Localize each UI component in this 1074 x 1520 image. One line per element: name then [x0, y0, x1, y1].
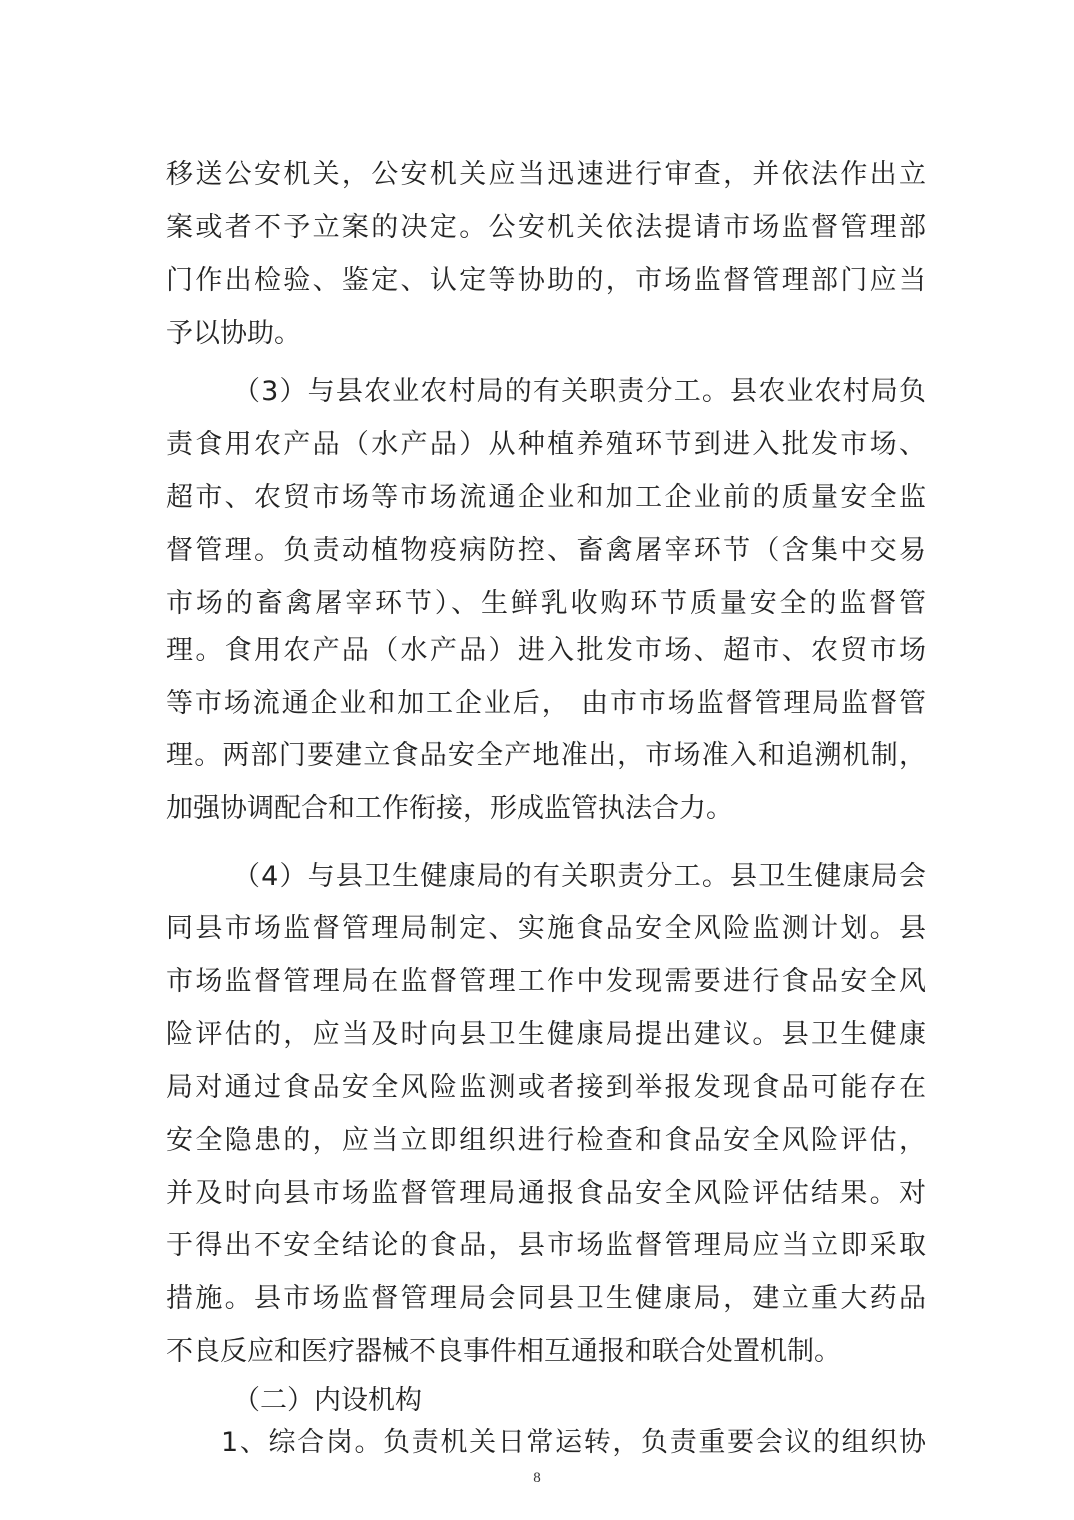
paragraph-2-line-4: 督管理。负责动植物疫病防控、畜禽屠宰环节（含集中交易 — [166, 535, 926, 566]
paragraph-2-line-1: （3）与县农业农村局的有关职责分工。县农业农村局负 — [233, 376, 926, 407]
paragraph-1-line-2: 案或者不予立案的决定。公安机关依法提请市场监督管理部 — [166, 212, 926, 243]
paragraph-3-line-4: 险评估的，应当及时向县卫生健康局提出建议。县卫生健康 — [166, 1019, 926, 1050]
paragraph-1-line-3: 门作出检验、鉴定、认定等协助的，市场监督管理部门应当 — [166, 265, 926, 296]
paragraph-3-line-9: 措施。县市场监督管理局会同县卫生健康局，建立重大药品 — [166, 1283, 926, 1314]
paragraph-2-line-9: 加强协调配合和工作衔接，形成监管执法合力。 — [166, 793, 733, 824]
paragraph-2-line-3: 超市、农贸市场等市场流通企业和加工企业前的质量安全监 — [166, 482, 926, 513]
paragraph-1-line-4: 予以协助。 — [166, 318, 301, 349]
item-1-line: 1、综合岗。负责机关日常运转，负责重要会议的组织协 — [221, 1427, 926, 1458]
paragraph-2-line-7: 等市场流通企业和加工企业后， 由市市场监督管理局监督管 — [166, 688, 926, 719]
paragraph-2-line-8: 理。两部门要建立食品安全产地准出，市场准入和追溯机制， — [166, 740, 926, 771]
section-heading: （二）内设机构 — [233, 1385, 422, 1416]
paragraph-3-line-6: 安全隐患的，应当立即组织进行检查和食品安全风险评估， — [166, 1125, 926, 1156]
paragraph-3-line-5: 局对通过食品安全风险监测或者接到举报发现食品可能存在 — [166, 1072, 926, 1103]
page-number: 8 — [533, 1470, 541, 1486]
paragraph-3-line-3: 市场监督管理局在监督管理工作中发现需要进行食品安全风 — [166, 966, 926, 997]
paragraph-3-line-8: 于得出不安全结论的食品，县市场监督管理局应当立即采取 — [166, 1230, 926, 1261]
paragraph-3-line-2: 同县市场监督管理局制定、实施食品安全风险监测计划。县 — [166, 913, 926, 944]
paragraph-3-line-10: 不良反应和医疗器械不良事件相互通报和联合处置机制。 — [166, 1336, 841, 1367]
paragraph-2-line-6: 理。食用农产品（水产品）进入批发市场、超市、农贸市场 — [166, 635, 926, 666]
paragraph-3-line-7: 并及时向县市场监督管理局通报食品安全风险评估结果。对 — [166, 1178, 926, 1209]
paragraph-2-line-5: 市场的畜禽屠宰环节）、生鲜乳收购环节质量安全的监督管 — [166, 588, 926, 619]
paragraph-2-line-2: 责食用农产品（水产品）从种植养殖环节到进入批发市场、 — [166, 429, 926, 460]
paragraph-1-line-1: 移送公安机关，公安机关应当迅速进行审查，并依法作出立 — [166, 159, 926, 190]
paragraph-3-line-1: （4）与县卫生健康局的有关职责分工。县卫生健康局会 — [233, 861, 926, 892]
